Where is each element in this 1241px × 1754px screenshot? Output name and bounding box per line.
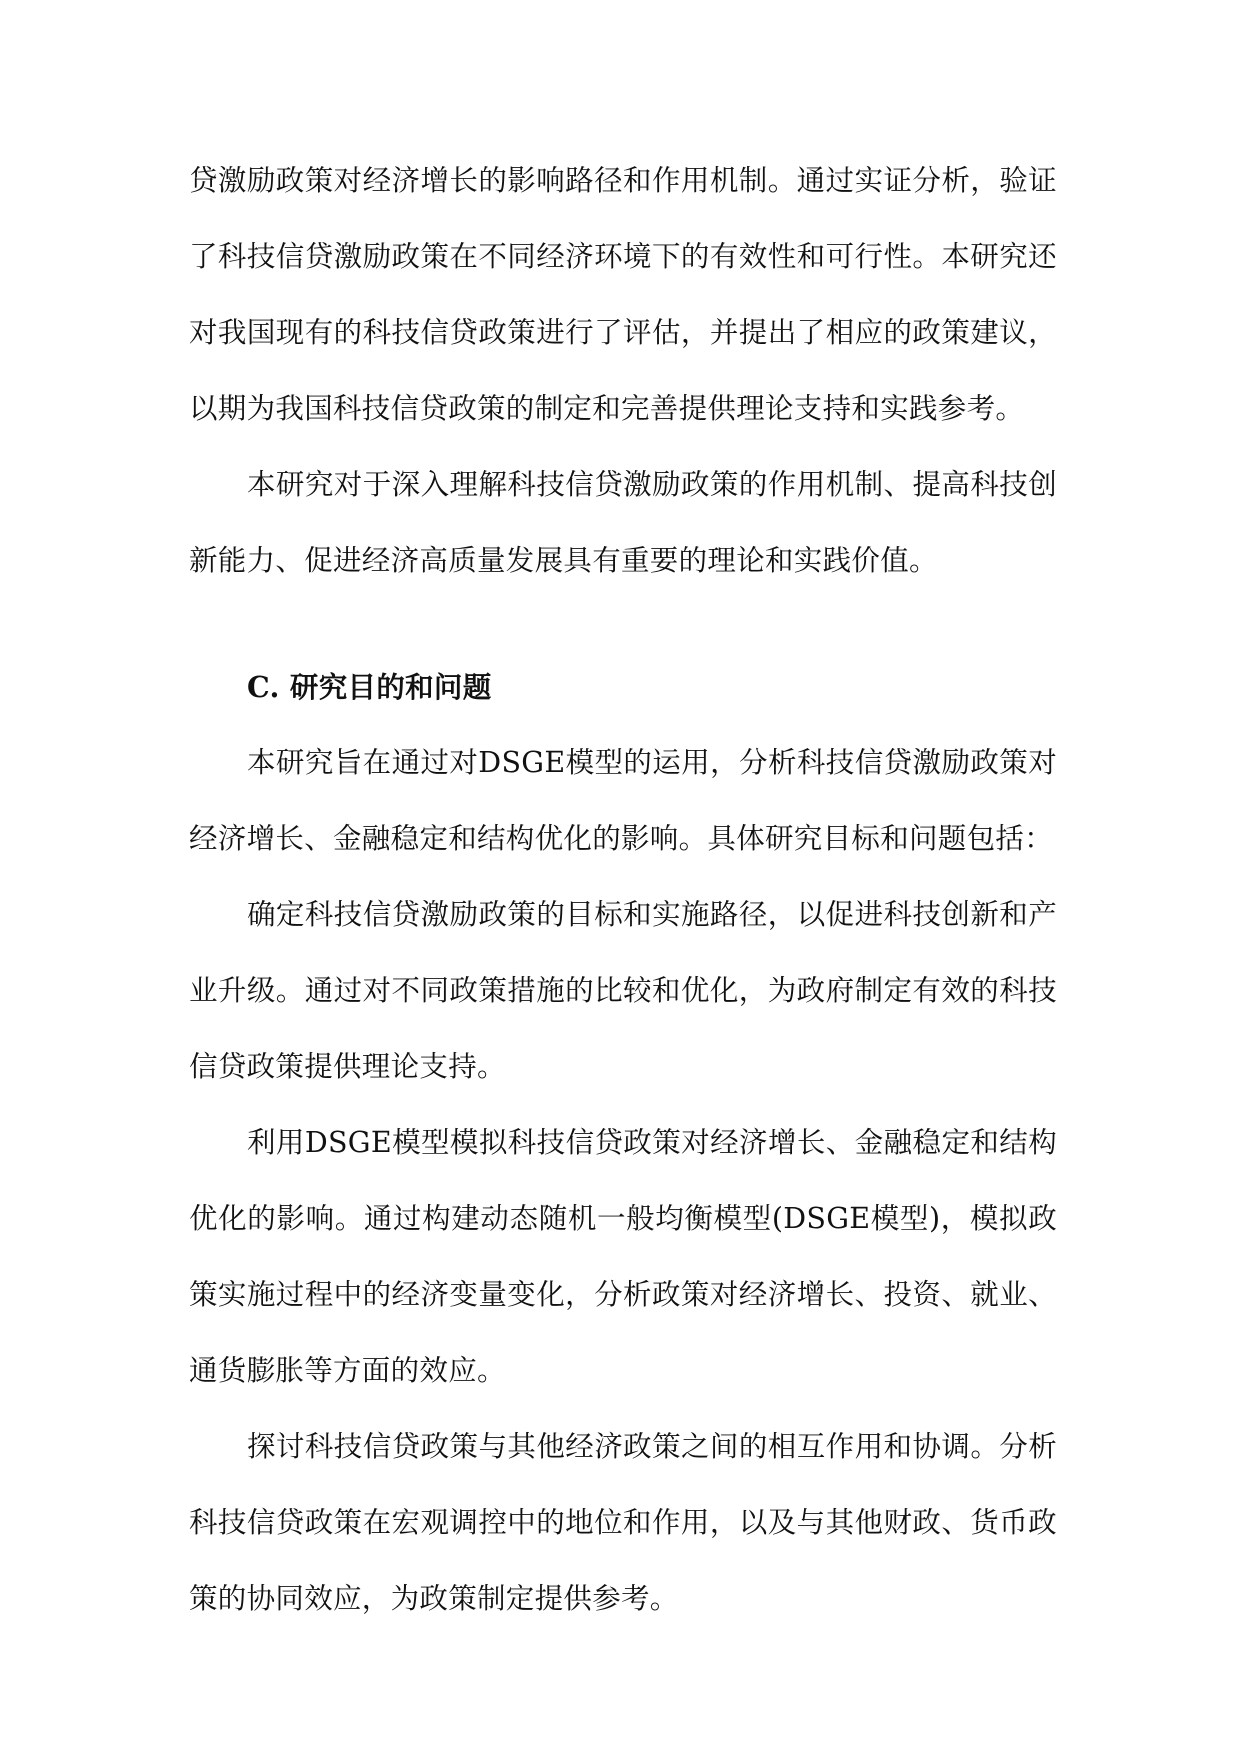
paragraph-research-aim: 本研究旨在通过对DSGE模型的运用，分析科技信贷激励政策对经济增长、金融稳定和结构优化的影响。具体研究目标和问题包括： <box>189 746 1057 855</box>
document-body <box>189 143 1057 1637</box>
paragraph-continuation: 贷激励政策对经济增长的影响路径和作用机制。通过实证分析，验证了科技信贷激励政策在不同经济环境下的有效性和可行性。本研究还对我国现有的科技信贷政策进行了评估，并提出了相应的政策建议，以期为我国科技信贷政策的制定和完善提供理论支持和实践参考。 <box>189 164 1057 425</box>
paragraph-significance: 本研究对于深入理解科技信贷激励政策的作用机制、提高科技创新能力、促进经济高质量发展具有重要的理论和实践价值。 <box>189 468 1057 577</box>
paragraph-objective-2: 利用DSGE模型模拟科技信贷政策对经济增长、金融稳定和结构优化的影响。通过构建动态随机一般均衡模型(DSGE模型)，模拟政策实施过程中的经济变量变化，分析政策对经济增长、投资、就业、通货膨胀等方面的效应。 <box>189 1126 1057 1387</box>
paragraph-objective-3: 探讨科技信贷政策与其他经济政策之间的相互作用和协调。分析科技信贷政策在宏观调控中的地位和作用，以及与其他财政、货币政策的协同效应，为政策制定提供参考。 <box>189 1430 1057 1615</box>
section-heading: C. 研究目的和问题 <box>247 670 492 704</box>
paragraph-objective-1: 确定科技信贷激励政策的目标和实施路径，以促进科技创新和产业升级。通过对不同政策措施的比较和优化，为政府制定有效的科技信贷政策提供理论支持。 <box>189 898 1057 1083</box>
